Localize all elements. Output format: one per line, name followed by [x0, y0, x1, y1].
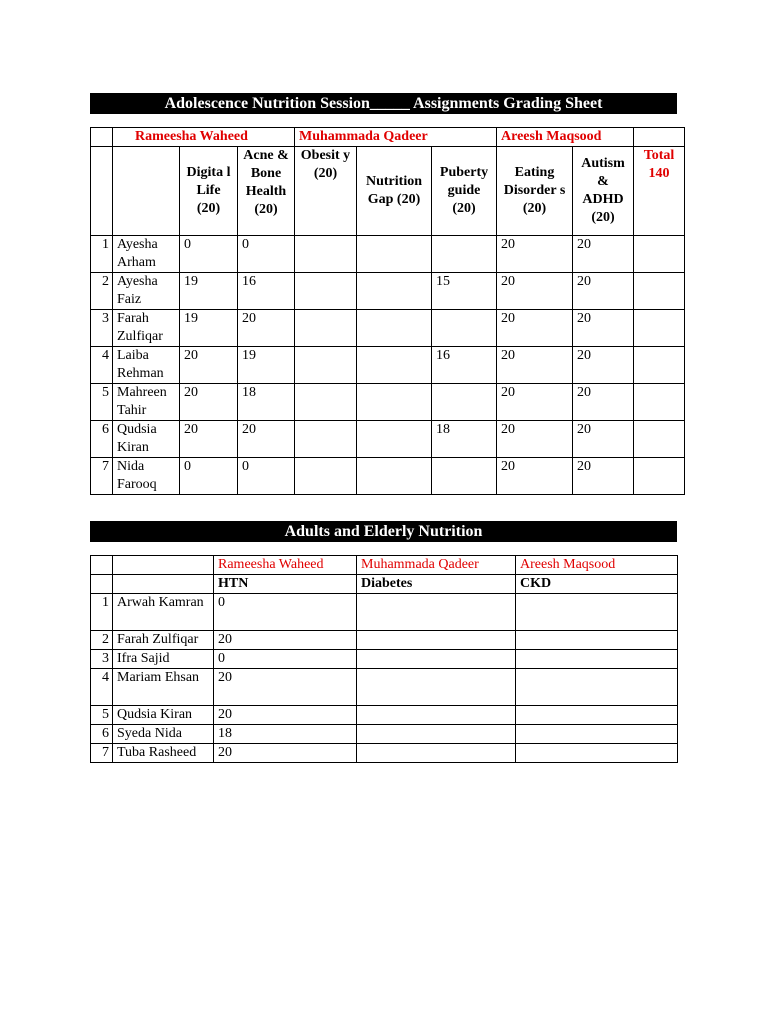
score-eating-disorders: 20: [497, 458, 573, 495]
student-name: Ayesha Arham: [113, 236, 180, 273]
score-diabetes: [357, 744, 516, 763]
score-nutrition-gap: [357, 273, 432, 310]
header-diabetes: Diabetes: [357, 575, 516, 594]
row-number: 2: [91, 631, 113, 650]
table-row: [91, 384, 685, 421]
score-diabetes: [357, 725, 516, 744]
score-obesity: [295, 236, 357, 273]
row-number: 5: [91, 706, 113, 725]
row-number: 1: [91, 594, 113, 631]
score-digital-life: 0: [180, 458, 238, 495]
score-obesity: [295, 421, 357, 458]
score-diabetes: [357, 706, 516, 725]
table-row: [91, 273, 685, 310]
instructor-muhammada-qadeer: Muhammada Qadeer: [357, 556, 516, 575]
table-row: [91, 669, 678, 706]
student-name: Farah Zulfiqar: [113, 310, 180, 347]
row-number: 5: [91, 384, 113, 421]
instructor-rameesha-waheed: Rameesha Waheed: [214, 556, 357, 575]
score-nutrition-gap: [357, 347, 432, 384]
header-acne-bone-health: Acne & Bone Health (20): [238, 147, 295, 236]
row-number: 6: [91, 421, 113, 458]
score-puberty-guide: 15: [432, 273, 497, 310]
row-number: 4: [91, 347, 113, 384]
score-puberty-guide: [432, 310, 497, 347]
row-number: 3: [91, 310, 113, 347]
instructor-areesh-maqsood: Areesh Maqsood: [516, 556, 678, 575]
score-digital-life: 20: [180, 347, 238, 384]
header-autism-adhd: Autism & ADHD (20): [573, 147, 634, 236]
adults-elderly-section-title: Adults and Elderly Nutrition: [90, 521, 677, 542]
score-htn: 0: [214, 650, 357, 669]
header-htn: HTN: [214, 575, 357, 594]
empty-cell: [91, 556, 113, 575]
student-name: Nida Farooq: [113, 458, 180, 495]
score-total: [634, 236, 685, 273]
student-name: Qudsia Kiran: [113, 706, 214, 725]
score-htn: 20: [214, 669, 357, 706]
score-nutrition-gap: [357, 384, 432, 421]
score-total: [634, 347, 685, 384]
row-number: 7: [91, 458, 113, 495]
score-diabetes: [357, 650, 516, 669]
score-acne-bone-health: 19: [238, 347, 295, 384]
score-total: [634, 421, 685, 458]
score-ckd: [516, 706, 678, 725]
table-row: [91, 744, 678, 763]
score-ckd: [516, 669, 678, 706]
score-eating-disorders: 20: [497, 421, 573, 458]
score-autism-adhd: 20: [573, 347, 634, 384]
score-htn: 0: [214, 594, 357, 631]
score-obesity: [295, 310, 357, 347]
score-digital-life: 0: [180, 236, 238, 273]
row-number: 7: [91, 744, 113, 763]
instructor-muhammada-qadeer: Muhammada Qadeer: [295, 128, 497, 147]
score-autism-adhd: 20: [573, 273, 634, 310]
score-digital-life: 19: [180, 310, 238, 347]
student-name: Syeda Nida: [113, 725, 214, 744]
header-puberty-guide: Puberty guide (20): [432, 147, 497, 236]
score-acne-bone-health: 0: [238, 236, 295, 273]
score-eating-disorders: 20: [497, 384, 573, 421]
score-total: [634, 310, 685, 347]
score-nutrition-gap: [357, 458, 432, 495]
table-row: [91, 631, 678, 650]
score-nutrition-gap: [357, 421, 432, 458]
student-name: Farah Zulfiqar: [113, 631, 214, 650]
assignment-header-row: [91, 575, 678, 594]
header-nutrition-gap: Nutrition Gap (20): [357, 147, 432, 236]
row-number: 4: [91, 669, 113, 706]
student-name: Mahreen Tahir: [113, 384, 180, 421]
empty-cell: [91, 128, 113, 147]
table-row: [91, 725, 678, 744]
student-name: Ayesha Faiz: [113, 273, 180, 310]
header-total: Total 140: [634, 147, 685, 236]
score-digital-life: 20: [180, 384, 238, 421]
row-number: 1: [91, 236, 113, 273]
header-obesity: Obesit y (20): [295, 147, 357, 236]
table-row: [91, 310, 685, 347]
student-name: Qudsia Kiran: [113, 421, 180, 458]
instructor-rameesha-waheed: Rameesha Waheed: [113, 128, 295, 147]
score-htn: 20: [214, 631, 357, 650]
score-ckd: [516, 631, 678, 650]
header-eating-disorders: Eating Disorder s (20): [497, 147, 573, 236]
table-row: [91, 706, 678, 725]
table-row: [91, 650, 678, 669]
score-digital-life: 20: [180, 421, 238, 458]
score-obesity: [295, 458, 357, 495]
header-digital-life: Digita l Life (20): [180, 147, 238, 236]
table-row: [91, 594, 678, 631]
score-autism-adhd: 20: [573, 310, 634, 347]
score-htn: 18: [214, 725, 357, 744]
adults-elderly-grading-table: [90, 555, 678, 763]
score-nutrition-gap: [357, 236, 432, 273]
score-diabetes: [357, 631, 516, 650]
score-eating-disorders: 20: [497, 273, 573, 310]
student-name: Mariam Ehsan: [113, 669, 214, 706]
adolescence-section-title: Adolescence Nutrition Session_____ Assignments Grading Sheet: [90, 93, 677, 114]
score-htn: 20: [214, 706, 357, 725]
score-puberty-guide: 16: [432, 347, 497, 384]
score-acne-bone-health: 0: [238, 458, 295, 495]
header-ckd: CKD: [516, 575, 678, 594]
student-name: Arwah Kamran: [113, 594, 214, 631]
table-row: [91, 236, 685, 273]
score-total: [634, 384, 685, 421]
score-autism-adhd: 20: [573, 384, 634, 421]
empty-cell: [113, 147, 180, 236]
empty-cell: [634, 128, 685, 147]
score-obesity: [295, 384, 357, 421]
adolescence-grading-table: [90, 127, 685, 495]
score-eating-disorders: 20: [497, 310, 573, 347]
score-ckd: [516, 594, 678, 631]
score-total: [634, 458, 685, 495]
score-total: [634, 273, 685, 310]
score-autism-adhd: 20: [573, 421, 634, 458]
empty-cell: [113, 575, 214, 594]
score-puberty-guide: [432, 236, 497, 273]
score-acne-bone-health: 20: [238, 310, 295, 347]
score-diabetes: [357, 594, 516, 631]
assignment-header-row: [91, 147, 685, 236]
instructor-row: [91, 556, 678, 575]
score-obesity: [295, 273, 357, 310]
instructor-areesh-maqsood: Areesh Maqsood: [497, 128, 634, 147]
score-autism-adhd: 20: [573, 458, 634, 495]
score-puberty-guide: [432, 458, 497, 495]
student-name: Laiba Rehman: [113, 347, 180, 384]
student-name: Tuba Rasheed: [113, 744, 214, 763]
table-row: [91, 421, 685, 458]
score-puberty-guide: [432, 384, 497, 421]
score-obesity: [295, 347, 357, 384]
score-diabetes: [357, 669, 516, 706]
row-number: 2: [91, 273, 113, 310]
score-eating-disorders: 20: [497, 236, 573, 273]
row-number: 3: [91, 650, 113, 669]
score-puberty-guide: 18: [432, 421, 497, 458]
score-ckd: [516, 725, 678, 744]
row-number: 6: [91, 725, 113, 744]
table-row: [91, 347, 685, 384]
score-acne-bone-health: 16: [238, 273, 295, 310]
score-htn: 20: [214, 744, 357, 763]
empty-cell: [113, 556, 214, 575]
instructor-row: [91, 128, 685, 147]
student-name: Ifra Sajid: [113, 650, 214, 669]
score-ckd: [516, 650, 678, 669]
score-acne-bone-health: 18: [238, 384, 295, 421]
score-digital-life: 19: [180, 273, 238, 310]
table-row: [91, 458, 685, 495]
score-ckd: [516, 744, 678, 763]
score-autism-adhd: 20: [573, 236, 634, 273]
score-nutrition-gap: [357, 310, 432, 347]
score-eating-disorders: 20: [497, 347, 573, 384]
empty-cell: [91, 575, 113, 594]
empty-cell: [91, 147, 113, 236]
score-acne-bone-health: 20: [238, 421, 295, 458]
